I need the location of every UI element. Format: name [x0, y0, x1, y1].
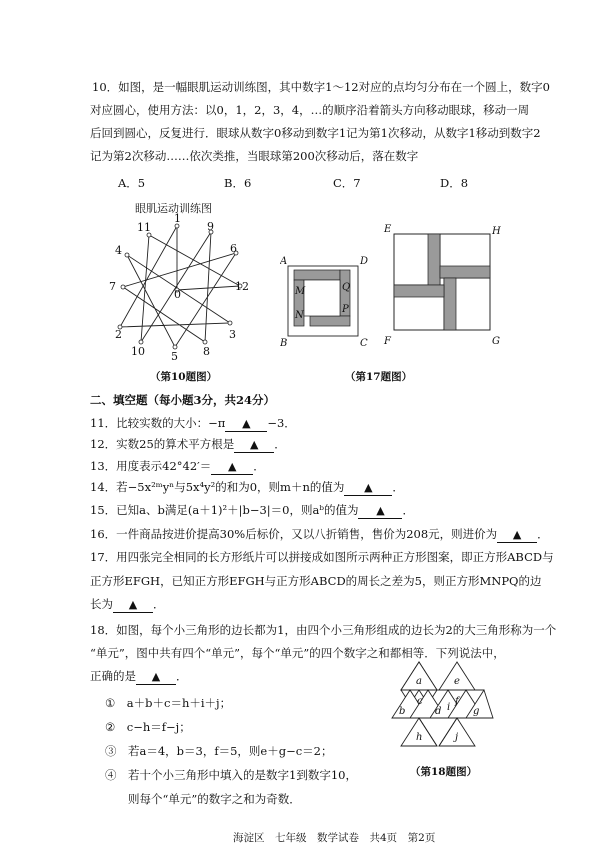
fig10-label-3: 3 [229, 328, 236, 341]
q13-blank: ▲ [228, 460, 237, 473]
q10-line2: 对应圆心，使用方法：以0，1，2，3，4，…的顺序沿着箭头方向移动眼球，移动一周 [90, 103, 530, 117]
q10-option-b: B．6 [224, 176, 252, 190]
q17-line2: 正方形EFGH，已知正方形EFGH与正方形ABCD的周长之差为5，则正方形MNPQ的边 [90, 574, 542, 588]
fig17-caption: （第17题图） [345, 371, 413, 383]
fig18-label-j: j [455, 732, 459, 743]
q10-option-a: A．5 [118, 176, 146, 190]
fig18-caption: （第18题图） [410, 766, 478, 778]
q16-blank: ▲ [512, 528, 522, 541]
fig10-label-4: 4 [115, 244, 122, 257]
q10-line3: 后回到圆心，反复进行．眼球从数字0移动到数字1记为第1次移动，从数字1移动到数字2 [90, 126, 541, 140]
fig10-label-9: 9 [207, 220, 214, 233]
q15-text: 15．已知a、b满足(a＋1)²＋|b−3|＝0，则aᵇ的值为 [90, 503, 359, 517]
q18-item-2: ② c−h＝f−j； [105, 720, 191, 734]
q18-blank: ▲ [151, 670, 161, 683]
fig10-caption: （第10题图） [150, 371, 218, 383]
q18-line1: 18．如图，每个小三角形的边长都为1，由四个小三角形组成的边长为2的大三角形称为一个 [90, 623, 557, 637]
fig17-label-p: P [342, 304, 349, 315]
q13-after: ． [253, 459, 265, 473]
fig18-label-b: b [399, 706, 406, 717]
q11-after: −3． [267, 416, 296, 430]
q12-text: 12．实数25的算术平方根是 [90, 437, 235, 451]
q18-item-4b: 则每个“单元”的数字之和为奇数． [105, 792, 301, 806]
section2-heading: 二、填空题（每小题3分，共24分） [90, 393, 276, 407]
fig17-small-square [280, 252, 375, 347]
q17-line3 [90, 597, 165, 613]
fig10-label-10: 10 [131, 345, 145, 358]
q15 [90, 503, 414, 519]
fig17-label-g: G [492, 336, 500, 347]
fig17-label-a: A [280, 256, 288, 267]
fig17-label-e: E [384, 224, 392, 235]
q16-text: 16．一件商品按进价提高30%后标价，又以八折销售，售价为208元，则进价为 [90, 527, 498, 541]
fig10-label-0: 0 [174, 288, 181, 301]
fig18-label-a: a [416, 676, 422, 687]
fig10-label-7: 7 [109, 280, 116, 293]
fig17-label-c: C [360, 338, 368, 347]
fig17-label-b: B [280, 338, 288, 347]
fig10-label-5: 5 [171, 350, 178, 363]
fig18-label-g: g [473, 706, 480, 717]
fig18-label-h: h [416, 732, 423, 743]
fig18-label-e: e [454, 676, 460, 687]
page-footer: 海淀区 七年级 数学试卷 共4页 第2页 [233, 832, 436, 844]
q12-after: ． [274, 437, 286, 451]
q16 [90, 527, 549, 543]
fig10-label-1: 1 [174, 212, 181, 225]
q13 [90, 459, 265, 475]
q18-item-1: ① a＋b＋c＝h＋i＋j； [105, 696, 232, 710]
fig18-triangles [385, 660, 500, 758]
fig18-label-i-top: i [447, 702, 451, 713]
q14 [90, 480, 404, 496]
q12 [90, 437, 286, 453]
q18-item-4: ④ 若十个小三角形中填入的是数字1到数字10， [105, 768, 357, 782]
fig17-label-h: H [492, 226, 501, 237]
q18-item-3: ③ 若a＝4，b＝3，f＝5，则e＋g−c＝2； [105, 744, 333, 758]
fig17-label-d: D [360, 256, 369, 267]
q10-option-d: D．8 [440, 176, 469, 190]
fig10-label-2: 2 [115, 328, 122, 341]
q14-after: ． [392, 480, 404, 494]
q14-blank: ▲ [364, 481, 373, 494]
q14-text: 14．若−5x²ᵐyⁿ与5x⁴y²的和为0，则m＋n的值为 [90, 480, 345, 494]
fig10-title: 眼肌运动训练图 [135, 202, 212, 215]
fig10-label-8: 8 [203, 345, 210, 358]
q15-after: ． [402, 503, 414, 517]
fig17-label-n: N [295, 310, 304, 321]
fig18-label-d: d [435, 706, 442, 717]
q16-after: ． [537, 527, 549, 541]
fig17-label-q: Q [342, 282, 351, 293]
q10-option-c: C．7 [333, 176, 361, 190]
q17-line1: 17．用四张完全相同的长方形纸片可以拼接成如图所示两种正方形图案，即正方形ABCD与 [90, 550, 554, 564]
fig18-label-f: f [455, 696, 459, 707]
q18-line3 [90, 669, 188, 685]
fig18-label-c: c [417, 696, 423, 707]
q17-line3-text: 长为 [90, 597, 113, 611]
q17-blank: ▲ [128, 598, 138, 611]
fig10-diagram [95, 210, 270, 365]
q17-after: ． [153, 597, 165, 611]
q11 [90, 416, 296, 432]
q12-blank: ▲ [250, 438, 259, 451]
fig17-label-m: M [295, 286, 306, 297]
q18-line2: “单元”，图中共有四个“单元”，每个“单元”的四个数字之和都相等．下列说法中， [90, 646, 505, 660]
q18-after: ． [176, 669, 188, 683]
q18-line3-text: 正确的是 [90, 669, 136, 683]
fig10-label-12: 12 [235, 280, 249, 293]
q11-text: 11．比较实数的大小：−π [90, 416, 226, 430]
fig17-big-square [382, 222, 502, 347]
fig17-label-f: F [384, 336, 391, 347]
q13-text: 13．用度表示42°42′＝ [90, 459, 212, 473]
fig10-label-6: 6 [230, 242, 237, 255]
q15-blank: ▲ [376, 504, 385, 517]
q11-blank: ▲ [242, 417, 251, 430]
q10-line1: 10．如图，是一幅眼肌运动训练图，其中数字1～12对应的点均匀分布在一个圆上，数字0 [92, 80, 550, 94]
q10-line4: 记为第2次移动……依次类推，当眼球第200次移动后，落在数字 [90, 149, 419, 163]
fig10-label-11: 11 [137, 221, 151, 234]
